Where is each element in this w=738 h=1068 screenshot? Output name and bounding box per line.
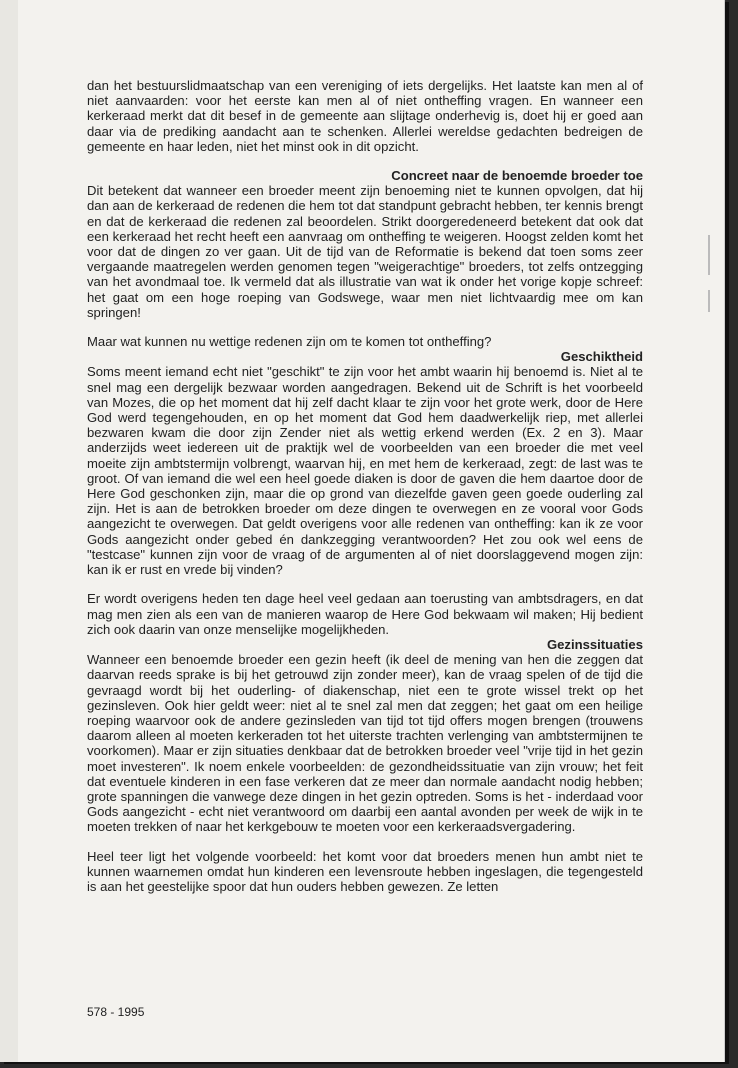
paragraph-6: Wanneer een benoemde broeder een gezin heeft (ik deel de mening van hen die zeggen dat daarvan reeds sprake is bij het getrouwd zijn zonder meer), kan de vraag spelen of de tijd die gevraagd wordt bij het ouderling- of diakenschap, niet een te grote wissel trekt op het gezinsleven. Ook hier geldt weer: niet al te snel zal men dat zeggen; het gaat om een heilige roeping waarvoor ook de andere gezinsleden van tijd tot tijd offers mogen brengen (trouwens daarom alleen al moeten kerkeraden tot het uiterste trachten verlenging van ambtstermijnen te voorkomen). Maar er zijn situaties denkbaar dat de betrokken broeder veel "vrije tijd in het gezin moet investeren". Ik noem enkele voorbeelden: de gezondheidssituatie van zijn vrouw; het feit dat eventuele kinderen in een fase verkeren dat ze meer dan normale aandacht nodig hebben; grote spanningen die vanwege deze dingen in het gezin optreden. Soms is het - inderdaad voor Gods aangezicht - echt niet verantwoord om daarbij een aantal avonden per week de wijk in te moeten trekken of naar het kerkgebouw te moeten voor een kerkeraadsvergadering. [87, 652, 643, 835]
edge-mark [708, 290, 710, 312]
paragraph-7: Heel teer ligt het volgende voorbeeld: het komt voor dat broeders menen hun ambt niet te kunnen waarnemen omdat hun kinderen een levensroute hebben ingeslagen, die tegengesteld is aan het geestelijke spoor dat hun ouders hebben gewezen. Ze letten [87, 848, 643, 894]
paragraph-4: Soms meent iemand echt niet "geschikt" te zijn voor het ambt waarin hij benoemd is. Niet al te snel mag een dergelijk bezwaar worden aangedragen. Bekend uit de Schrift is het voorbeeld van Mozes, die op het moment dat hij zelf dacht klaar te zijn voor het grote werk, door de Here God werd tegengehouden, en op het moment dat God hem daadwerkelijk riep, met allerlei bezwaren kwam die door zijn Zender niet als wettig erkend werden (Ex. 2 en 3). Maar anderzijds weet iedereen uit de praktijk wel de voorbeelden van een broeder die met veel moeite zijn ambtstermijn volbrengt, waarvan hij, en met hem de kerkeraad, zegt: de last was te groot. Of van iemand die wel een heel goede diaken is door de gaven die hem daartoe door de Here God geschonken zijn, maar die op grond van diezelfde gaven geen goede ouderling zal zijn. Het is aan de betrokken broeder om deze dingen te overwegen en ze vooral voor Gods aangezicht te overwegen. Dat geldt overigens voor alle redenen van ontheffing: kan ik ze voor Gods aangezicht onder gebed én dankzegging verantwoorden? Het zou ook wel eens de "testcase" kunnen zijn voor de vraag of de argumenten al of niet doorslaggevend mogen zijn: kan ik er rust en vrede bij vinden? [87, 364, 643, 578]
page-number: 578 - 1995 [87, 1005, 145, 1019]
section-heading-gezinssituaties: Gezinssituaties [546, 636, 643, 652]
edge-mark [708, 235, 710, 275]
paragraph-1: dan het bestuurslidmaatschap van een vereniging of iets dergelijks. Het laatste kan men al of niet aanvaarden: voor het eerste kan men al of niet ontheffing vragen. En wanneer een kerkeraad merkt dat dit besef in de gemeente aan slijtage onderhevig is, doet hij er goed aan daar via de prediking aandacht aan te schenken. Allerlei wereldse gedachten bedreigen de gemeente en haar leden, niet het minst ook in dit opzicht. [87, 78, 643, 154]
paragraph-2: Dit betekent dat wanneer een broeder meent zijn benoeming niet te kunnen opvolgen, dat hij dan aan de kerkeraad de redenen die hem tot dat standpunt gebracht hebben, ter kennis brengt en dat de kerkeraad die redenen zal beoordelen. Strikt doorgeredeneerd betekent dat ook dat een kerkeraad het recht heeft een aanvraag om ontheffing te weigeren. Hoogst zelden komt het voor dat de dingen zo ver gaan. Uit de tijd van de Reformatie is bekend dat toen soms zeer vergaande maatregelen werden genomen tegen "weigerachtige" broeders, tot zelfs ontzegging van het avondmaal toe. Ik vermeld dat als illustratie van wat ik onder het vorige kopje schreef: het gaat om een hoge roeping van Godswege, waar men niet lichtvaardig mee om kan springen! [87, 183, 643, 320]
paragraph-5: Er wordt overigens heden ten dage heel veel gedaan aan toerusting van ambtsdragers, en dat mag men zien als een van de manieren waarop de Here God bekwaam wil maken; Hij bedient zich ook daarin van onze menselijke mogelijkheden. [87, 591, 643, 637]
paragraph-3: Maar wat kunnen nu wettige redenen zijn om te komen tot ontheffing? [87, 334, 492, 350]
section-heading-concreet: Concreet naar de benoemde broeder toe [391, 168, 643, 184]
article-body [87, 78, 643, 908]
page-left-margin [0, 0, 18, 1062]
section-heading-geschiktheid: Geschiktheid [560, 349, 643, 365]
